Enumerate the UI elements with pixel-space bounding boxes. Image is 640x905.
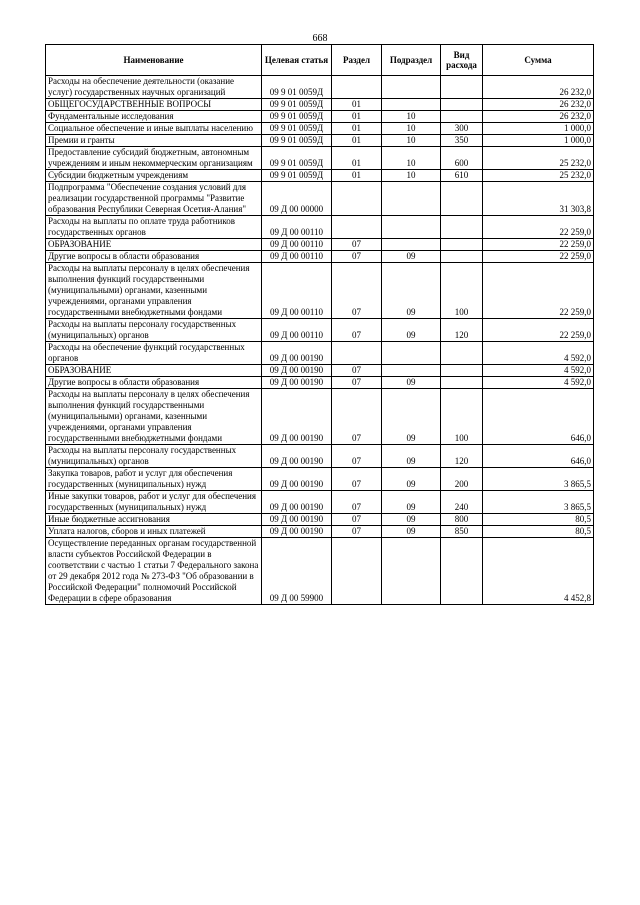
row-amount-cell: 646,0 <box>483 389 594 445</box>
row-kind-cell: 120 <box>441 319 483 342</box>
row-name-cell: Подпрограмма "Обеспечение создания условий для реализации государственной программы "Развитие образования Республики Северная Осетия-Алания" <box>46 182 262 216</box>
row-section-cell: 07 <box>332 526 382 538</box>
row-amount-cell: 31 303,8 <box>483 182 594 216</box>
row-amount-cell: 80,5 <box>483 514 594 526</box>
row-section-cell: 01 <box>332 123 382 135</box>
row-code-cell: 09 Д 00 00190 <box>262 365 332 377</box>
row-subsection-cell: 10 <box>382 135 441 147</box>
row-name-cell: Другие вопросы в области образования <box>46 251 262 263</box>
row-name-cell: Премии и гранты <box>46 135 262 147</box>
table-row <box>46 251 594 263</box>
table-row <box>46 76 594 99</box>
row-section-cell: 07 <box>332 319 382 342</box>
row-section-cell: 07 <box>332 239 382 251</box>
row-code-cell: 09 Д 00 00110 <box>262 263 332 319</box>
row-name-cell: Социальное обеспечение и иные выплаты населению <box>46 123 262 135</box>
row-code-cell: 09 Д 00 00190 <box>262 468 332 491</box>
row-kind-cell <box>441 99 483 111</box>
row-name-cell: Осуществление переданных органам государственной власти субъектов Российской Федерации в соответствии с частью 1 статьи 7 Федерального закона от 29 декабря 2012 года № 273-ФЗ "Об образовании в Российской Федерации" полномочий Российской Федерации в сфере образования <box>46 538 262 605</box>
row-name-cell: ОБЩЕГОСУДАРСТВЕННЫЕ ВОПРОСЫ <box>46 99 262 111</box>
row-subsection-cell: 09 <box>382 514 441 526</box>
row-amount-cell: 26 232,0 <box>483 76 594 99</box>
row-section-cell <box>332 538 382 605</box>
table-row <box>46 135 594 147</box>
row-name-cell: Расходы на выплаты по оплате труда работников государственных органов <box>46 216 262 239</box>
row-amount-cell: 3 865,5 <box>483 491 594 514</box>
row-amount-cell: 26 232,0 <box>483 99 594 111</box>
row-section-cell: 07 <box>332 491 382 514</box>
row-name-cell: Расходы на выплаты персоналу государственных (муниципальных) органов <box>46 445 262 468</box>
row-amount-cell: 80,5 <box>483 526 594 538</box>
row-name-cell: Расходы на обеспечение деятельности (оказание услуг) государственных научных организаций <box>46 76 262 99</box>
row-kind-cell: 600 <box>441 147 483 170</box>
table-row <box>46 147 594 170</box>
row-name-cell: Иные бюджетные ассигнования <box>46 514 262 526</box>
row-kind-cell: 350 <box>441 135 483 147</box>
row-code-cell: 09 Д 00 00110 <box>262 251 332 263</box>
row-subsection-cell: 10 <box>382 147 441 170</box>
row-name-cell: Фундаментальные исследования <box>46 111 262 123</box>
row-kind-cell: 100 <box>441 263 483 319</box>
row-code-cell: 09 9 01 0059Д <box>262 170 332 182</box>
row-code-cell: 09 Д 00 00190 <box>262 377 332 389</box>
row-kind-cell <box>441 365 483 377</box>
row-section-cell: 01 <box>332 111 382 123</box>
row-amount-cell: 22 259,0 <box>483 319 594 342</box>
row-subsection-cell <box>382 76 441 99</box>
row-code-cell: 09 9 01 0059Д <box>262 99 332 111</box>
row-subsection-cell <box>382 182 441 216</box>
row-kind-cell: 120 <box>441 445 483 468</box>
row-subsection-cell: 09 <box>382 468 441 491</box>
row-subsection-cell: 09 <box>382 319 441 342</box>
row-name-cell: Субсидии бюджетным учреждениям <box>46 170 262 182</box>
budget-table <box>45 44 594 605</box>
table-row <box>46 111 594 123</box>
row-subsection-cell <box>382 239 441 251</box>
row-code-cell: 09 9 01 0059Д <box>262 147 332 170</box>
table-row <box>46 445 594 468</box>
row-amount-cell: 4 592,0 <box>483 342 594 365</box>
table-row <box>46 342 594 365</box>
row-name-cell: Расходы на выплаты персоналу в целях обеспечения выполнения функций государственными (муниципальными) органами, казенными учреждениями, органами управления государственными внебюджетными фондами <box>46 389 262 445</box>
row-name-cell: Расходы на выплаты персоналу государственных (муниципальных) органов <box>46 319 262 342</box>
row-subsection-cell: 09 <box>382 251 441 263</box>
row-kind-cell <box>441 76 483 99</box>
row-kind-cell <box>441 239 483 251</box>
header-kind: Вид расхода <box>441 45 483 76</box>
page-number: 668 <box>312 33 328 44</box>
table-row <box>46 538 594 605</box>
row-kind-cell <box>441 377 483 389</box>
row-subsection-cell: 09 <box>382 491 441 514</box>
table-row <box>46 514 594 526</box>
row-subsection-cell: 09 <box>382 526 441 538</box>
row-section-cell <box>332 342 382 365</box>
row-section-cell: 07 <box>332 445 382 468</box>
row-kind-cell <box>441 216 483 239</box>
row-amount-cell: 22 259,0 <box>483 239 594 251</box>
row-name-cell: Другие вопросы в области образования <box>46 377 262 389</box>
row-code-cell: 09 Д 00 00110 <box>262 319 332 342</box>
row-subsection-cell <box>382 216 441 239</box>
row-section-cell <box>332 182 382 216</box>
row-name-cell: ОБРАЗОВАНИЕ <box>46 239 262 251</box>
row-subsection-cell <box>382 99 441 111</box>
row-code-cell: 09 Д 00 00190 <box>262 526 332 538</box>
row-section-cell: 07 <box>332 377 382 389</box>
table-row <box>46 263 594 319</box>
row-code-cell: 09 9 01 0059Д <box>262 123 332 135</box>
table-row <box>46 377 594 389</box>
row-subsection-cell: 09 <box>382 389 441 445</box>
row-section-cell: 07 <box>332 514 382 526</box>
row-amount-cell: 25 232,0 <box>483 170 594 182</box>
row-section-cell <box>332 216 382 239</box>
table-row <box>46 389 594 445</box>
row-subsection-cell <box>382 538 441 605</box>
row-code-cell: 09 9 01 0059Д <box>262 76 332 99</box>
row-name-cell: ОБРАЗОВАНИЕ <box>46 365 262 377</box>
table-body <box>46 76 594 605</box>
row-section-cell <box>332 76 382 99</box>
row-code-cell: 09 Д 00 00190 <box>262 389 332 445</box>
row-subsection-cell: 09 <box>382 263 441 319</box>
row-kind-cell <box>441 111 483 123</box>
row-code-cell: 09 9 01 0059Д <box>262 135 332 147</box>
row-code-cell: 09 9 01 0059Д <box>262 111 332 123</box>
row-amount-cell: 1 000,0 <box>483 135 594 147</box>
row-kind-cell <box>441 342 483 365</box>
row-subsection-cell: 09 <box>382 445 441 468</box>
row-subsection-cell <box>382 342 441 365</box>
table-row <box>46 468 594 491</box>
row-subsection-cell: 10 <box>382 123 441 135</box>
row-section-cell: 07 <box>332 251 382 263</box>
row-code-cell: 09 Д 00 00190 <box>262 342 332 365</box>
row-amount-cell: 22 259,0 <box>483 216 594 239</box>
row-amount-cell: 4 592,0 <box>483 377 594 389</box>
row-name-cell: Предоставление субсидий бюджетным, автономным учреждениям и иным некоммерческим организациям <box>46 147 262 170</box>
row-section-cell: 07 <box>332 263 382 319</box>
header-code: Целевая статья <box>262 45 332 76</box>
row-kind-cell: 100 <box>441 389 483 445</box>
row-kind-cell: 850 <box>441 526 483 538</box>
row-name-cell: Расходы на обеспечение функций государственных органов <box>46 342 262 365</box>
row-kind-cell <box>441 251 483 263</box>
header-section: Раздел <box>332 45 382 76</box>
row-code-cell: 09 Д 00 00000 <box>262 182 332 216</box>
table-row <box>46 182 594 216</box>
row-name-cell: Иные закупки товаров, работ и услуг для обеспечения государственных (муниципальных) нужд <box>46 491 262 514</box>
row-name-cell: Уплата налогов, сборов и иных платежей <box>46 526 262 538</box>
row-amount-cell: 25 232,0 <box>483 147 594 170</box>
table-row <box>46 319 594 342</box>
row-code-cell: 09 Д 00 00190 <box>262 491 332 514</box>
row-code-cell: 09 Д 00 59900 <box>262 538 332 605</box>
row-section-cell: 01 <box>332 170 382 182</box>
row-section-cell: 07 <box>332 389 382 445</box>
row-amount-cell: 4 452,8 <box>483 538 594 605</box>
row-amount-cell: 22 259,0 <box>483 263 594 319</box>
row-kind-cell: 240 <box>441 491 483 514</box>
header-amount: Сумма <box>483 45 594 76</box>
row-amount-cell: 4 592,0 <box>483 365 594 377</box>
row-kind-cell: 800 <box>441 514 483 526</box>
row-kind-cell: 200 <box>441 468 483 491</box>
table-row <box>46 239 594 251</box>
header-name: Наименование <box>46 45 262 76</box>
row-subsection-cell: 09 <box>382 377 441 389</box>
table-row <box>46 123 594 135</box>
row-amount-cell: 1 000,0 <box>483 123 594 135</box>
table-row <box>46 491 594 514</box>
row-amount-cell: 26 232,0 <box>483 111 594 123</box>
table-row <box>46 99 594 111</box>
table-row <box>46 365 594 377</box>
row-subsection-cell: 10 <box>382 111 441 123</box>
row-section-cell: 01 <box>332 99 382 111</box>
table-row <box>46 216 594 239</box>
row-section-cell: 07 <box>332 468 382 491</box>
row-amount-cell: 22 259,0 <box>483 251 594 263</box>
row-kind-cell: 610 <box>441 170 483 182</box>
row-name-cell: Расходы на выплаты персоналу в целях обеспечения выполнения функций государственными (муниципальными) органами, казенными учреждениями, органами управления государственными внебюджетными фондами <box>46 263 262 319</box>
header-subsection: Подраздел <box>382 45 441 76</box>
table-header-row <box>46 45 594 76</box>
table-row <box>46 526 594 538</box>
row-kind-cell <box>441 182 483 216</box>
row-amount-cell: 3 865,5 <box>483 468 594 491</box>
row-section-cell: 07 <box>332 365 382 377</box>
row-amount-cell: 646,0 <box>483 445 594 468</box>
row-name-cell: Закупка товаров, работ и услуг для обеспечения государственных (муниципальных) нужд <box>46 468 262 491</box>
row-kind-cell: 300 <box>441 123 483 135</box>
row-kind-cell <box>441 538 483 605</box>
row-subsection-cell <box>382 365 441 377</box>
row-subsection-cell: 10 <box>382 170 441 182</box>
table-row <box>46 170 594 182</box>
row-code-cell: 09 Д 00 00110 <box>262 216 332 239</box>
row-code-cell: 09 Д 00 00190 <box>262 514 332 526</box>
row-code-cell: 09 Д 00 00110 <box>262 239 332 251</box>
row-section-cell: 01 <box>332 147 382 170</box>
row-section-cell: 01 <box>332 135 382 147</box>
row-code-cell: 09 Д 00 00190 <box>262 445 332 468</box>
